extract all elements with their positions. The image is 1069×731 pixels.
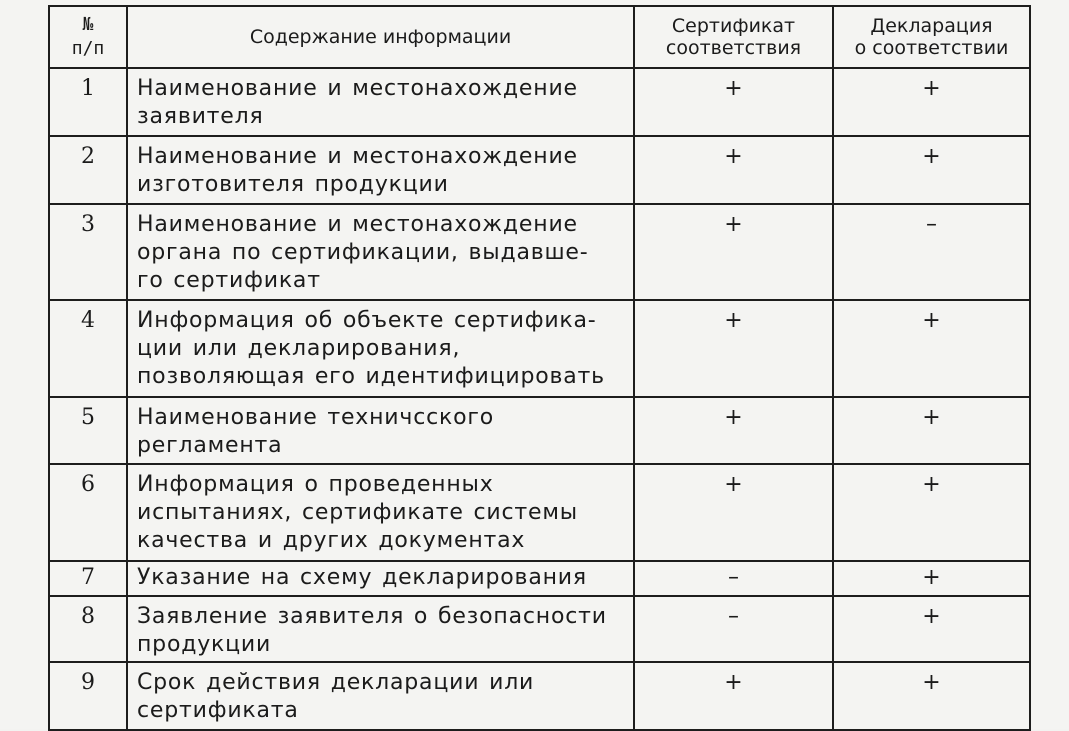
row-content-line: продукции <box>137 632 272 657</box>
row-content-line: Наименование и местонахождение <box>137 212 578 237</box>
row-certificate-mark: + <box>634 68 833 136</box>
row-number: 6 <box>49 464 127 561</box>
row-certificate-mark: – <box>634 596 833 662</box>
row-certificate-mark: + <box>634 464 833 561</box>
row-certificate-mark: + <box>634 204 833 300</box>
row-number: 3 <box>49 204 127 300</box>
row-content-line: испытаниях, сертификате системы <box>137 500 578 525</box>
row-certificate-mark: + <box>634 300 833 397</box>
row-content <box>127 68 634 136</box>
row-content <box>127 596 634 662</box>
header-certificate-line2: соответствия <box>665 37 802 59</box>
header-number-abbrev: п/п <box>71 38 105 59</box>
table-row <box>49 596 1030 662</box>
row-number: 4 <box>49 300 127 397</box>
row-declaration-mark: + <box>833 662 1030 730</box>
table-row <box>49 397 1030 464</box>
row-content <box>127 561 634 596</box>
row-content <box>127 662 634 730</box>
row-content-line: ции или декларирования, <box>137 336 461 361</box>
row-content-line: сертификата <box>137 698 299 723</box>
row-number: 7 <box>49 561 127 596</box>
header-number-symbol: № <box>82 14 94 35</box>
row-declaration-mark: + <box>833 300 1030 397</box>
row-number: 8 <box>49 596 127 662</box>
table-row <box>49 464 1030 561</box>
row-content-line: заявителя <box>137 104 264 129</box>
row-number: 2 <box>49 136 127 204</box>
row-content-line: Наименование и местонахождение <box>137 144 578 169</box>
row-content-line: Наименование и местонахождение <box>137 76 578 101</box>
table-row <box>49 68 1030 136</box>
row-content-line: Информация об объекте сертифика- <box>137 308 597 333</box>
row-declaration-mark: + <box>833 136 1030 204</box>
row-content-line: качества и других документах <box>137 528 526 553</box>
row-content <box>127 397 634 464</box>
row-declaration-mark: + <box>833 561 1030 596</box>
header-certificate <box>634 6 833 68</box>
header-certificate-line1: Сертификат <box>671 15 796 37</box>
row-content-line: изготовителя продукции <box>137 172 449 197</box>
header-declaration <box>833 6 1030 68</box>
row-content-line: органа по сертификации, выдавше- <box>137 240 589 265</box>
row-number: 1 <box>49 68 127 136</box>
comparison-table <box>48 5 1031 731</box>
row-declaration-mark: + <box>833 596 1030 662</box>
header-declaration-line2: о соответствии <box>854 37 1009 59</box>
row-certificate-mark: – <box>634 561 833 596</box>
row-content-line: позволяющая его идентифицировать <box>137 364 605 389</box>
table-row <box>49 561 1030 596</box>
row-content-line: Наименование техничсского <box>137 405 494 430</box>
table-row <box>49 300 1030 397</box>
row-content <box>127 464 634 561</box>
row-content <box>127 136 634 204</box>
row-content-line: Заявление заявителя о безопасности <box>137 604 607 629</box>
table-row <box>49 204 1030 300</box>
row-certificate-mark: + <box>634 397 833 464</box>
row-certificate-mark: + <box>634 136 833 204</box>
table-header-row <box>49 6 1030 68</box>
header-declaration-line1: Декларация <box>870 15 993 37</box>
row-number: 5 <box>49 397 127 464</box>
row-certificate-mark: + <box>634 662 833 730</box>
header-content: Содержание информации <box>127 6 634 68</box>
row-declaration-mark: – <box>833 204 1030 300</box>
header-number <box>49 6 127 68</box>
row-content-line: Срок действия декларации или <box>137 670 535 695</box>
row-declaration-mark: + <box>833 397 1030 464</box>
row-declaration-mark: + <box>833 464 1030 561</box>
row-content-line: Информация о проведенных <box>137 472 494 497</box>
row-content <box>127 204 634 300</box>
row-number: 9 <box>49 662 127 730</box>
row-declaration-mark: + <box>833 68 1030 136</box>
row-content-line: регламента <box>137 433 283 458</box>
row-content-line: го сертификат <box>137 268 321 293</box>
table-row <box>49 662 1030 730</box>
table-row <box>49 136 1030 204</box>
row-content <box>127 300 634 397</box>
row-content-line: Указание на схему декларирования <box>137 565 587 590</box>
